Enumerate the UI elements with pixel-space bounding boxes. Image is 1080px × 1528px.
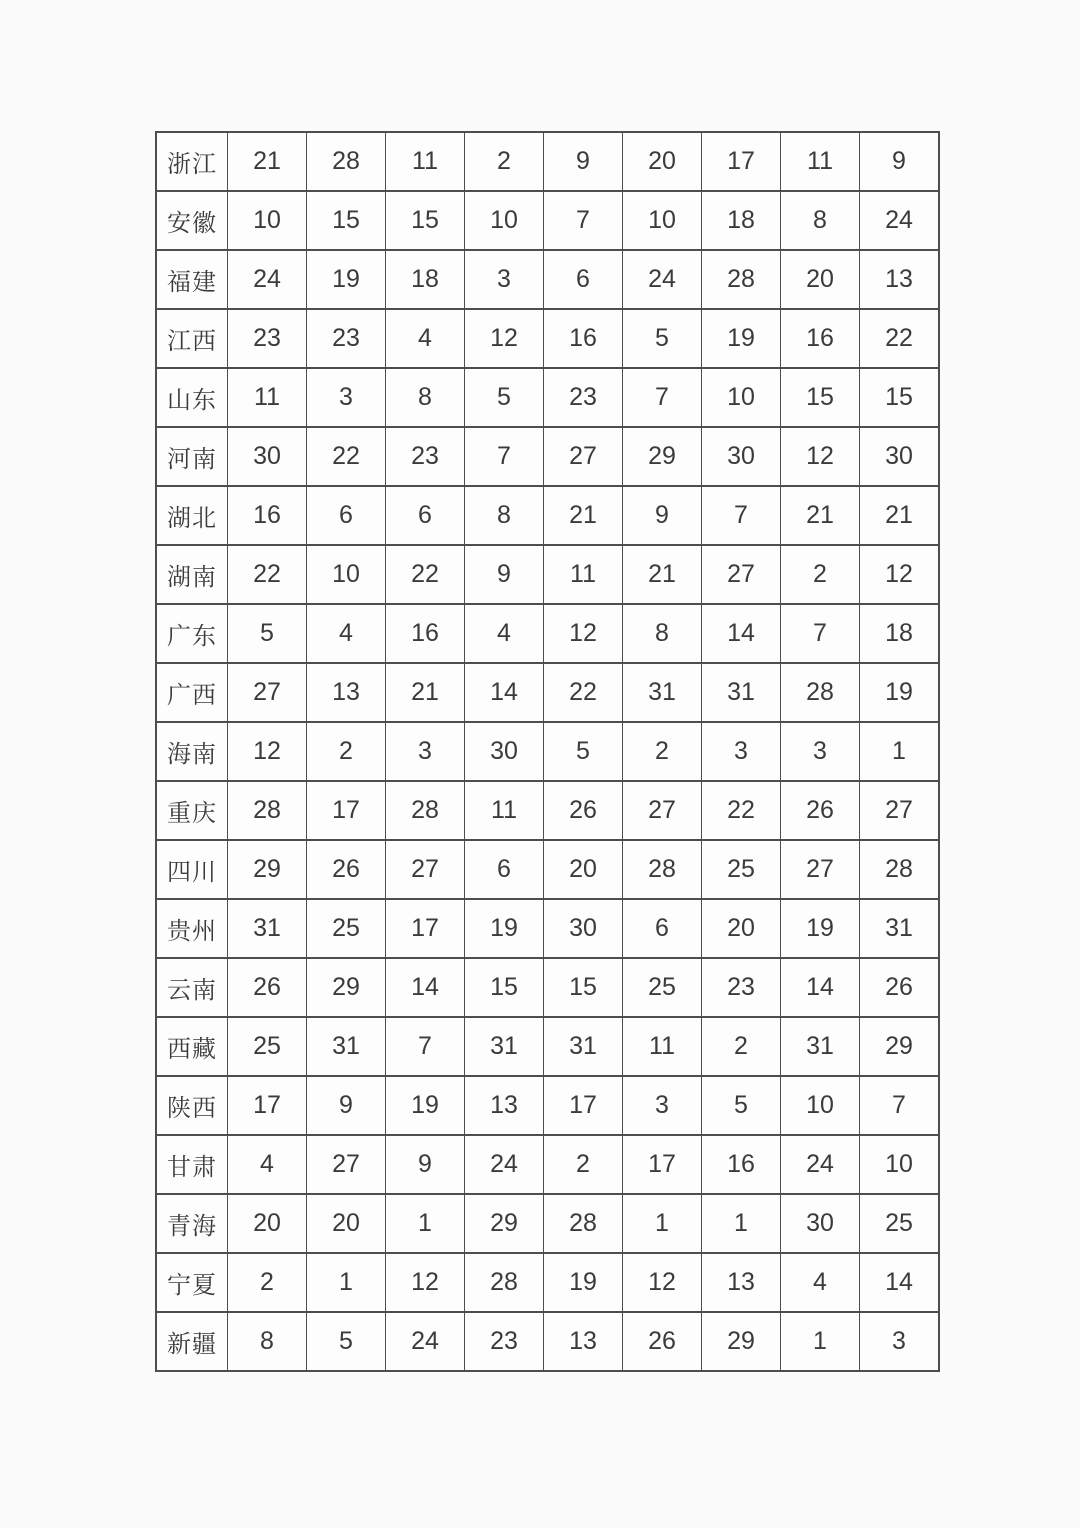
value-cell: 8 [781,191,860,250]
value-cell: 30 [544,899,623,958]
value-cell: 5 [544,722,623,781]
value-cell: 11 [544,545,623,604]
province-name-cell: 宁夏 [156,1253,228,1312]
value-cell: 13 [465,1076,544,1135]
value-cell: 3 [623,1076,702,1135]
value-cell: 2 [544,1135,623,1194]
table-row [156,958,939,1017]
value-cell: 4 [465,604,544,663]
value-cell: 4 [781,1253,860,1312]
value-cell: 23 [544,368,623,427]
value-cell: 29 [228,840,307,899]
value-cell: 28 [307,132,386,191]
value-cell: 8 [386,368,465,427]
value-cell: 28 [860,840,940,899]
value-cell: 24 [860,191,940,250]
value-cell: 31 [781,1017,860,1076]
value-cell: 12 [781,427,860,486]
value-cell: 13 [544,1312,623,1371]
value-cell: 26 [860,958,940,1017]
value-cell: 30 [465,722,544,781]
value-cell: 22 [860,309,940,368]
value-cell: 11 [228,368,307,427]
value-cell: 19 [386,1076,465,1135]
table-row [156,604,939,663]
value-cell: 31 [228,899,307,958]
value-cell: 27 [623,781,702,840]
value-cell: 9 [544,132,623,191]
value-cell: 3 [386,722,465,781]
value-cell: 8 [623,604,702,663]
value-cell: 12 [386,1253,465,1312]
value-cell: 12 [860,545,940,604]
table-row [156,1194,939,1253]
value-cell: 6 [623,899,702,958]
value-cell: 24 [386,1312,465,1371]
value-cell: 10 [307,545,386,604]
value-cell: 14 [465,663,544,722]
value-cell: 7 [544,191,623,250]
value-cell: 3 [702,722,781,781]
value-cell: 19 [544,1253,623,1312]
value-cell: 2 [307,722,386,781]
value-cell: 24 [228,250,307,309]
value-cell: 14 [702,604,781,663]
value-cell: 18 [386,250,465,309]
value-cell: 25 [702,840,781,899]
value-cell: 17 [307,781,386,840]
table-row [156,1076,939,1135]
value-cell: 10 [702,368,781,427]
value-cell: 5 [623,309,702,368]
value-cell: 27 [781,840,860,899]
value-cell: 31 [702,663,781,722]
value-cell: 24 [623,250,702,309]
province-name-cell: 西藏 [156,1017,228,1076]
value-cell: 19 [702,309,781,368]
value-cell: 10 [228,191,307,250]
value-cell: 7 [465,427,544,486]
value-cell: 28 [623,840,702,899]
table-row [156,486,939,545]
value-cell: 14 [781,958,860,1017]
table-row [156,1312,939,1371]
province-name-cell: 甘肃 [156,1135,228,1194]
value-cell: 2 [465,132,544,191]
value-cell: 5 [702,1076,781,1135]
province-name-cell: 重庆 [156,781,228,840]
value-cell: 20 [544,840,623,899]
value-cell: 4 [386,309,465,368]
value-cell: 7 [781,604,860,663]
value-cell: 15 [465,958,544,1017]
value-cell: 17 [386,899,465,958]
value-cell: 31 [307,1017,386,1076]
value-cell: 25 [307,899,386,958]
value-cell: 23 [702,958,781,1017]
value-cell: 21 [860,486,940,545]
value-cell: 31 [860,899,940,958]
value-cell: 11 [623,1017,702,1076]
value-cell: 25 [228,1017,307,1076]
value-cell: 9 [465,545,544,604]
value-cell: 17 [228,1076,307,1135]
table-row [156,1017,939,1076]
table-row [156,1253,939,1312]
value-cell: 16 [228,486,307,545]
table-row [156,368,939,427]
value-cell: 20 [228,1194,307,1253]
value-cell: 6 [307,486,386,545]
value-cell: 28 [702,250,781,309]
table-row [156,1135,939,1194]
value-cell: 29 [860,1017,940,1076]
value-cell: 27 [307,1135,386,1194]
value-cell: 27 [702,545,781,604]
value-cell: 18 [860,604,940,663]
value-cell: 3 [307,368,386,427]
value-cell: 30 [702,427,781,486]
value-cell: 12 [228,722,307,781]
value-cell: 13 [702,1253,781,1312]
province-name-cell: 贵州 [156,899,228,958]
province-name-cell: 安徽 [156,191,228,250]
table-row [156,250,939,309]
value-cell: 28 [781,663,860,722]
value-cell: 1 [623,1194,702,1253]
value-cell: 13 [860,250,940,309]
value-cell: 21 [781,486,860,545]
value-cell: 10 [623,191,702,250]
value-cell: 24 [465,1135,544,1194]
value-cell: 2 [228,1253,307,1312]
value-cell: 4 [228,1135,307,1194]
value-cell: 20 [623,132,702,191]
value-cell: 5 [228,604,307,663]
value-cell: 9 [860,132,940,191]
value-cell: 16 [702,1135,781,1194]
value-cell: 26 [228,958,307,1017]
value-cell: 14 [860,1253,940,1312]
province-name-cell: 浙江 [156,132,228,191]
value-cell: 24 [781,1135,860,1194]
value-cell: 1 [702,1194,781,1253]
table-row [156,427,939,486]
province-name-cell: 湖北 [156,486,228,545]
province-name-cell: 山东 [156,368,228,427]
value-cell: 16 [386,604,465,663]
value-cell: 7 [860,1076,940,1135]
value-cell: 1 [781,1312,860,1371]
value-cell: 26 [781,781,860,840]
value-cell: 28 [544,1194,623,1253]
table-row [156,132,939,191]
province-name-cell: 青海 [156,1194,228,1253]
value-cell: 19 [465,899,544,958]
value-cell: 26 [307,840,386,899]
value-cell: 21 [544,486,623,545]
province-table-body [156,132,939,1371]
value-cell: 28 [386,781,465,840]
value-cell: 12 [544,604,623,663]
value-cell: 21 [386,663,465,722]
value-cell: 6 [544,250,623,309]
value-cell: 18 [702,191,781,250]
value-cell: 2 [781,545,860,604]
value-cell: 30 [860,427,940,486]
value-cell: 22 [702,781,781,840]
value-cell: 21 [228,132,307,191]
province-name-cell: 江西 [156,309,228,368]
value-cell: 10 [860,1135,940,1194]
value-cell: 15 [781,368,860,427]
value-cell: 23 [307,309,386,368]
value-cell: 20 [702,899,781,958]
value-cell: 29 [307,958,386,1017]
value-cell: 21 [623,545,702,604]
value-cell: 27 [386,840,465,899]
value-cell: 2 [702,1017,781,1076]
value-cell: 19 [860,663,940,722]
value-cell: 16 [544,309,623,368]
table-row [156,663,939,722]
value-cell: 9 [307,1076,386,1135]
value-cell: 7 [702,486,781,545]
value-cell: 11 [781,132,860,191]
value-cell: 23 [386,427,465,486]
value-cell: 5 [465,368,544,427]
value-cell: 20 [781,250,860,309]
value-cell: 1 [307,1253,386,1312]
value-cell: 26 [544,781,623,840]
value-cell: 1 [386,1194,465,1253]
value-cell: 15 [307,191,386,250]
value-cell: 30 [228,427,307,486]
province-name-cell: 云南 [156,958,228,1017]
province-name-cell: 四川 [156,840,228,899]
value-cell: 28 [465,1253,544,1312]
value-cell: 4 [307,604,386,663]
value-cell: 8 [465,486,544,545]
value-cell: 17 [544,1076,623,1135]
value-cell: 31 [465,1017,544,1076]
value-cell: 9 [623,486,702,545]
value-cell: 28 [228,781,307,840]
province-name-cell: 河南 [156,427,228,486]
province-name-cell: 海南 [156,722,228,781]
value-cell: 29 [465,1194,544,1253]
value-cell: 8 [228,1312,307,1371]
value-cell: 11 [386,132,465,191]
value-cell: 15 [860,368,940,427]
province-name-cell: 湖南 [156,545,228,604]
value-cell: 22 [386,545,465,604]
value-cell: 29 [702,1312,781,1371]
table-row [156,545,939,604]
value-cell: 20 [307,1194,386,1253]
table-row [156,191,939,250]
value-cell: 29 [623,427,702,486]
value-cell: 7 [386,1017,465,1076]
value-cell: 16 [781,309,860,368]
value-cell: 13 [307,663,386,722]
value-cell: 11 [465,781,544,840]
value-cell: 26 [623,1312,702,1371]
province-name-cell: 广西 [156,663,228,722]
value-cell: 22 [228,545,307,604]
value-cell: 7 [623,368,702,427]
value-cell: 1 [860,722,940,781]
value-cell: 9 [386,1135,465,1194]
value-cell: 17 [623,1135,702,1194]
province-name-cell: 陕西 [156,1076,228,1135]
value-cell: 19 [781,899,860,958]
table-row [156,781,939,840]
value-cell: 3 [465,250,544,309]
value-cell: 27 [228,663,307,722]
value-cell: 3 [860,1312,940,1371]
table-row [156,899,939,958]
value-cell: 23 [465,1312,544,1371]
value-cell: 22 [544,663,623,722]
value-cell: 22 [307,427,386,486]
value-cell: 3 [781,722,860,781]
value-cell: 25 [623,958,702,1017]
value-cell: 6 [465,840,544,899]
value-cell: 5 [307,1312,386,1371]
value-cell: 10 [781,1076,860,1135]
province-name-cell: 新疆 [156,1312,228,1371]
value-cell: 2 [623,722,702,781]
value-cell: 23 [228,309,307,368]
province-name-cell: 福建 [156,250,228,309]
value-cell: 31 [623,663,702,722]
table-row [156,309,939,368]
value-cell: 17 [702,132,781,191]
value-cell: 12 [465,309,544,368]
value-cell: 19 [307,250,386,309]
value-cell: 31 [544,1017,623,1076]
value-cell: 27 [544,427,623,486]
value-cell: 6 [386,486,465,545]
value-cell: 12 [623,1253,702,1312]
value-cell: 15 [544,958,623,1017]
value-cell: 25 [860,1194,940,1253]
table-row [156,840,939,899]
province-name-cell: 广东 [156,604,228,663]
province-data-table [155,131,940,1372]
value-cell: 30 [781,1194,860,1253]
value-cell: 27 [860,781,940,840]
table-row [156,722,939,781]
value-cell: 10 [465,191,544,250]
value-cell: 14 [386,958,465,1017]
value-cell: 15 [386,191,465,250]
